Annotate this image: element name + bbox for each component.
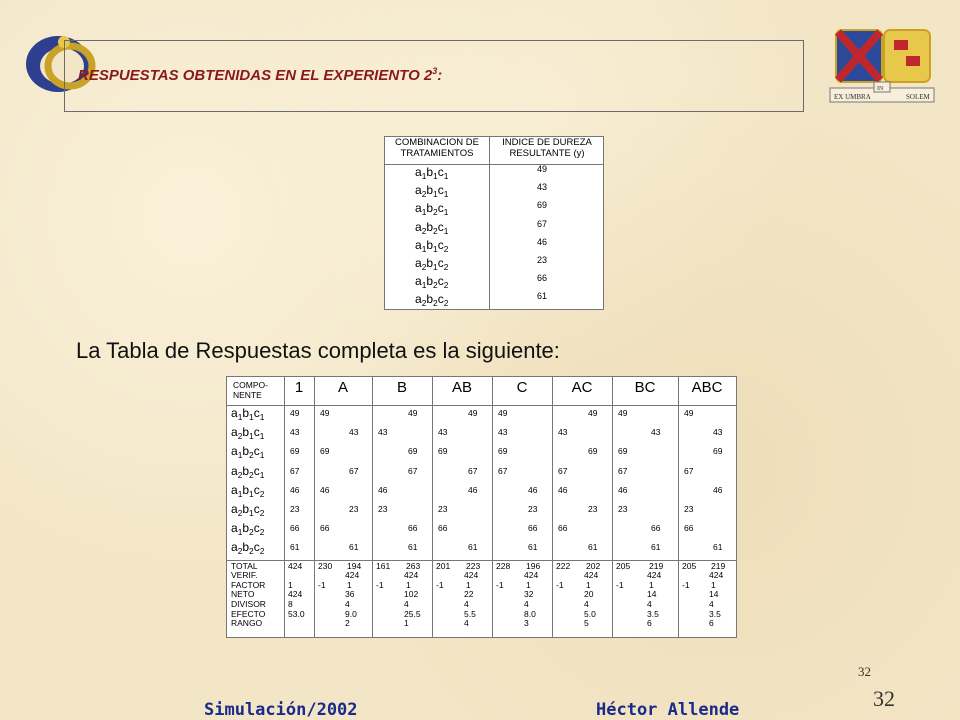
t2-summary-value: 424: [709, 570, 724, 581]
t2-summary-value: 3.5: [647, 608, 659, 619]
t2-summary-value: 1: [711, 579, 716, 590]
t2-cell-value: 61: [468, 542, 478, 553]
t2-cell-value: 69: [618, 446, 628, 457]
page-number: 32: [873, 686, 895, 711]
t2-cell-value: 23: [528, 504, 538, 514]
t1-treatment-combo: $a_2b_2c_1$: [415, 219, 449, 236]
t2-treatment-combo: $a_1b_2c_1$: [231, 444, 265, 461]
t1-treatment-combo: $a_2b_1c_2$: [415, 256, 449, 272]
t2-cell-value: 49: [468, 408, 478, 418]
t2-summary-value: 32: [524, 589, 534, 600]
t2-corner-header: COMPO- NENTE: [233, 380, 268, 400]
t1-hardness-value: 49: [537, 164, 548, 174]
t1-treatment-combo: $a_1b_2c_1$: [415, 201, 449, 218]
t2-summary-value: 102: [404, 589, 419, 600]
t2-summary-value: -1: [556, 579, 564, 590]
t2-summary-value: 4: [647, 599, 652, 609]
t2-summary-label: RANGO: [231, 618, 263, 629]
t2-cell-value: 69: [498, 446, 508, 457]
t2-summary-value: 2: [345, 618, 350, 629]
t2-cell-value: 67: [290, 465, 300, 476]
t2-summary-value: 201: [436, 560, 451, 571]
t2-summary-value: -1: [318, 579, 326, 590]
t2-column-header: C: [516, 379, 528, 396]
t2-column-header: B: [396, 379, 407, 396]
t2-column-header: 1: [294, 379, 304, 396]
t2-cell-value: 43: [378, 427, 388, 438]
slide-title: RESPUESTAS OBTENIDAS EN EL EXPERIENTO $2^3$:: [78, 66, 443, 84]
t2-treatment-combo: $a_2b_1c_1$: [231, 425, 265, 442]
t1-hardness-value: 66: [537, 273, 548, 284]
t2-cell-value: 23: [588, 504, 598, 514]
t2-summary-value: 4: [464, 599, 469, 609]
t2-treatment-combo: $a_2b_2c_1$: [231, 463, 265, 480]
t2-cell-value: 46: [558, 484, 568, 495]
t2-summary-label: VERIF.: [231, 570, 258, 581]
t2-treatment-combo: $a_1b_1c_2$: [231, 482, 265, 499]
t2-summary-value: 5.5: [464, 608, 476, 619]
t2-cell-value: 66: [558, 523, 568, 534]
t2-summary-value: 1: [347, 579, 352, 590]
t2-summary-value: 36: [345, 589, 355, 600]
t2-cell-value: 61: [713, 542, 723, 553]
t2-cell-value: 23: [349, 504, 359, 514]
t2-cell-value: 66: [684, 523, 694, 534]
t2-cell-value: 43: [713, 427, 723, 438]
t2-summary-value: 9.0: [345, 608, 357, 619]
crest-motto-1: EX UMBRA: [834, 93, 871, 101]
responses-table: [384, 136, 604, 310]
t2-cell-value: 66: [651, 523, 661, 534]
t2-summary-value: 4: [524, 599, 529, 609]
t1-header-hardness: INDICE DE DUREZA RESULTANTE (y): [502, 137, 592, 159]
t2-cell-value: 43: [558, 427, 568, 438]
t2-summary-value: 424: [345, 570, 360, 581]
t2-cell-value: 61: [588, 542, 598, 553]
crest-motto-3: SOLEM: [906, 93, 930, 101]
t2-summary-value: 223: [466, 560, 481, 571]
t2-cell-value: 66: [528, 523, 538, 534]
t2-summary-value: 8.0: [524, 608, 536, 619]
t2-column-header: BC: [634, 379, 656, 396]
t2-summary-value: 222: [556, 560, 571, 571]
t2-summary-value: 4: [464, 618, 469, 629]
t2-cell-value: 23: [438, 504, 448, 514]
t2-treatment-combo: $a_1b_2c_2$: [231, 521, 265, 538]
t2-summary-value: 219: [649, 560, 664, 571]
footer-author: Héctor Allende: [596, 700, 740, 720]
t1-header-treatments: COMBINACION DE TRATAMIENTOS: [395, 137, 479, 159]
t2-summary-value: 263: [406, 560, 421, 571]
t2-summary-value: 194: [347, 560, 362, 571]
t2-cell-value: 67: [468, 465, 478, 476]
t1-hardness-value: 46: [537, 236, 548, 247]
t2-cell-value: 43: [349, 427, 359, 438]
t1-hardness-value: 61: [537, 291, 548, 302]
t2-summary-value: 230: [318, 560, 333, 571]
t2-summary-value: 6: [709, 618, 714, 629]
t2-cell-value: 49: [498, 408, 508, 418]
t2-cell-value: 49: [588, 408, 598, 418]
t2-summary-value: 5: [584, 618, 589, 629]
t2-summary-value: -1: [436, 579, 444, 590]
t2-summary-value: 205: [616, 560, 631, 571]
t2-cell-value: 49: [408, 408, 418, 418]
page-number-small: 32: [858, 664, 871, 679]
t2-cell-value: 46: [378, 484, 388, 495]
t1-treatment-combo: $a_1b_1c_2$: [415, 237, 449, 254]
t2-summary-value: 424: [647, 570, 662, 581]
t2-summary-value: 4: [404, 599, 409, 609]
t2-summary-value: 3.5: [709, 608, 721, 619]
t2-cell-value: 67: [684, 465, 694, 476]
t2-summary-value: 1: [404, 618, 409, 629]
t2-cell-value: 67: [408, 465, 418, 476]
t2-cell-value: 43: [651, 427, 661, 438]
t2-cell-value: 67: [498, 465, 508, 476]
t2-cell-value: 49: [320, 408, 330, 418]
t1-treatment-combo: $a_1b_2c_2$: [415, 274, 449, 291]
t2-summary-value: 25.5: [404, 608, 421, 619]
t2-cell-value: 43: [290, 427, 300, 438]
t2-cell-value: 67: [349, 465, 359, 476]
t1-hardness-value: 23: [537, 255, 548, 265]
t2-summary-value: 53.0: [288, 608, 305, 619]
t2-summary-value: 1: [526, 579, 531, 590]
t2-summary-value: 424: [288, 560, 303, 571]
t2-cell-value: 66: [408, 523, 418, 534]
t2-summary-label: EFECTO: [231, 608, 266, 619]
t2-summary-value: 424: [464, 570, 479, 581]
t2-cell-value: 49: [290, 408, 300, 418]
t2-summary-value: 14: [709, 589, 719, 600]
t2-summary-value: 205: [682, 560, 697, 571]
t2-column-header: AB: [451, 379, 472, 396]
t2-cell-value: 43: [498, 427, 508, 438]
t1-hardness-value: 67: [537, 218, 548, 229]
t2-summary-value: 1: [288, 579, 293, 590]
t1-treatment-combo: $a_1b_1c_1$: [415, 165, 449, 181]
t2-summary-value: 3: [524, 618, 529, 629]
t2-summary-value: -1: [682, 579, 690, 590]
t2-summary-value: 424: [524, 570, 539, 581]
t2-summary-label: FACTOR: [231, 579, 266, 590]
t2-summary-value: 424: [404, 570, 419, 581]
t2-summary-value: 424: [584, 570, 599, 581]
t2-cell-value: 49: [618, 408, 628, 418]
t2-cell-value: 46: [290, 484, 300, 495]
t2-summary-value: 5.0: [584, 608, 596, 619]
t2-cell-value: 61: [408, 542, 418, 553]
t2-summary-value: -1: [376, 579, 384, 590]
t2-summary-value: 424: [288, 589, 303, 600]
t2-summary-value: 196: [526, 560, 541, 571]
t2-cell-value: 67: [558, 465, 568, 476]
t2-summary-value: 1: [466, 579, 471, 590]
footer-course: Simulación/2002: [204, 700, 358, 720]
t2-summary-value: 161: [376, 560, 391, 571]
t2-summary-value: 219: [711, 560, 726, 571]
t2-cell-value: 61: [290, 542, 300, 553]
t2-summary-value: 4: [709, 599, 714, 609]
t2-cell-value: 69: [408, 446, 418, 457]
t2-summary-value: 1: [649, 579, 654, 590]
t1-hardness-value: 43: [537, 182, 548, 193]
t2-summary-value: 1: [406, 579, 411, 590]
t2-treatment-combo: $a_2b_1c_2$: [231, 502, 265, 518]
t2-summary-value: 4: [345, 599, 350, 609]
t2-cell-value: 46: [468, 484, 478, 495]
t2-cell-value: 46: [320, 484, 330, 495]
subtitle: La Tabla de Respuestas completa es la siguiente:: [76, 338, 560, 363]
t2-cell-value: 46: [528, 484, 538, 495]
t2-cell-value: 23: [618, 504, 628, 514]
t2-summary-value: 228: [496, 560, 511, 571]
t1-treatment-combo: $a_2b_1c_1$: [415, 183, 449, 200]
t2-cell-value: 23: [290, 504, 300, 514]
t2-treatment-combo: $a_1b_1c_1$: [231, 406, 265, 422]
t2-cell-value: 46: [713, 484, 723, 495]
t2-summary-value: 4: [584, 599, 589, 609]
t2-cell-value: 61: [349, 542, 359, 553]
t2-summary-value: 6: [647, 618, 652, 629]
t2-column-header: AC: [571, 379, 593, 396]
t2-summary-value: 14: [647, 589, 657, 600]
t2-treatment-combo: $a_2b_2c_2$: [231, 540, 265, 557]
t2-summary-value: -1: [496, 579, 504, 590]
t2-summary-value: 22: [464, 589, 474, 600]
t1-treatment-combo: $a_2b_2c_2$: [415, 292, 449, 309]
t2-summary-value: 8: [288, 599, 293, 609]
t2-cell-value: 66: [320, 523, 330, 534]
t2-cell-value: 61: [528, 542, 538, 553]
t1-hardness-value: 69: [537, 200, 548, 211]
t2-column-header: A: [337, 379, 348, 396]
t2-cell-value: 69: [438, 446, 448, 457]
t2-column-header: ABC: [691, 379, 723, 396]
t2-cell-value: 23: [378, 504, 388, 514]
t2-cell-value: 69: [290, 446, 300, 457]
t2-cell-value: 49: [684, 408, 694, 418]
t2-summary-label: NETO: [231, 589, 255, 600]
crest-motto-2: IN: [877, 86, 884, 92]
t2-summary-value: 1: [586, 579, 591, 590]
t2-summary-label: DIVISOR: [231, 599, 266, 609]
full-responses-table: [226, 376, 737, 638]
t2-cell-value: 61: [651, 542, 661, 553]
t2-cell-value: 69: [320, 446, 330, 457]
t2-cell-value: 69: [713, 446, 723, 457]
t2-cell-value: 43: [438, 427, 448, 438]
t2-summary-label: TOTAL: [231, 560, 258, 571]
university-crest: [826, 26, 938, 115]
t2-summary-value: 20: [584, 589, 594, 600]
t2-summary-value: -1: [616, 579, 624, 590]
t2-cell-value: 66: [290, 523, 300, 534]
t2-cell-value: 69: [588, 446, 598, 457]
t2-cell-value: 66: [438, 523, 448, 534]
t2-summary-value: 202: [586, 560, 601, 571]
t2-cell-value: 23: [684, 504, 694, 514]
t2-cell-value: 46: [618, 484, 628, 495]
t2-cell-value: 67: [618, 465, 628, 476]
